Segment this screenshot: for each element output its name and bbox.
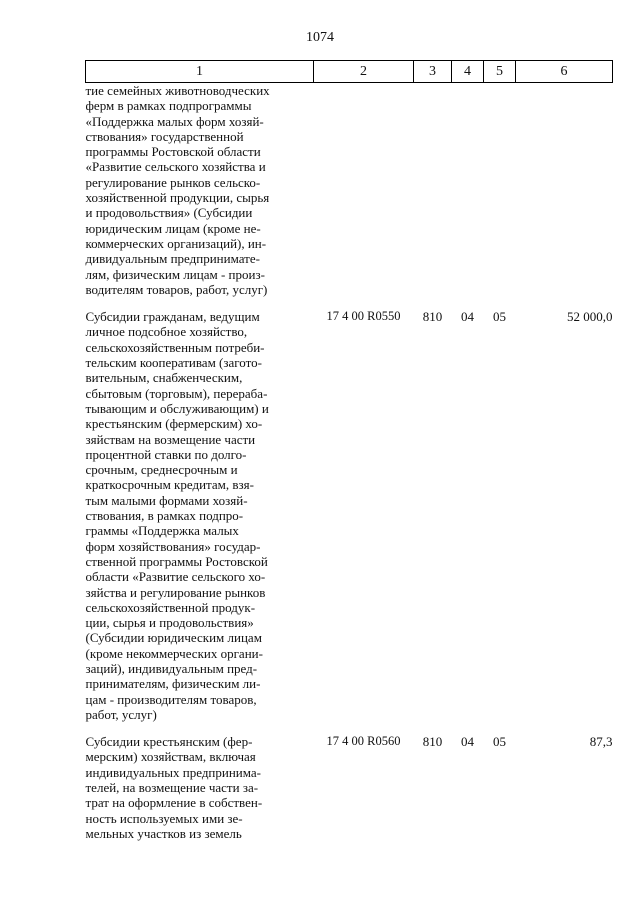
description-line: тывающим и обслуживающим) и	[85, 400, 269, 416]
description-line: ствования» государственной	[85, 128, 244, 144]
table-row	[86, 309, 613, 734]
header-col-4: 4	[452, 61, 484, 83]
description-line: цам - производителям товаров,	[85, 691, 257, 707]
row-col3: 810	[422, 734, 443, 750]
row-code: 17 4 00 R0560	[326, 734, 401, 749]
row-description	[86, 83, 314, 310]
description-line: «Поддержка малых форм хозяй-	[85, 113, 264, 129]
description-line: сбытовым (торговым), перераба-	[85, 385, 268, 401]
page-number: 1074	[306, 30, 334, 45]
description-line: регулирование рынков сельско-	[85, 174, 261, 190]
description-line: принимателям, физическим ли-	[85, 676, 261, 692]
description-line: ферм в рамках подпрограммы	[85, 98, 252, 114]
row-col4: 04	[461, 734, 474, 750]
description-line: дивидуальным предпринимате-	[85, 251, 260, 267]
description-line: тым малыми формами хозяй-	[85, 492, 248, 508]
row-col4: 04	[461, 309, 474, 325]
description-line: индивидуальных предпринима-	[85, 764, 261, 780]
description-line: граммы «Поддержка малых	[85, 523, 239, 539]
description-line: ственной программы Ростовской	[85, 553, 268, 569]
description-line: ции, сырья и продовольствия»	[85, 615, 254, 631]
description-line: Субсидии гражданам, ведущим	[85, 309, 260, 325]
header-col-3: 3	[414, 61, 452, 83]
description-line: краткосрочным кредитам, взя-	[85, 477, 254, 493]
description-line: работ, услуг)	[85, 706, 157, 722]
description-line: юридическим лицам (кроме не-	[85, 220, 261, 236]
description-line: (кроме некоммерческих органи-	[85, 645, 263, 661]
description-line: водителям товаров, работ, услуг)	[85, 281, 268, 297]
header-row	[86, 61, 613, 83]
table-row	[86, 83, 613, 310]
description-line: заций), индивидуальным пред-	[85, 660, 258, 676]
header-col-6: 6	[516, 61, 613, 83]
description-line: области «Развитие сельского хо-	[85, 569, 266, 585]
description-line: «Развитие сельского хозяйства и	[85, 159, 266, 175]
row-col3: 810	[422, 309, 443, 325]
description-line: и продовольствия» (Субсидии	[85, 205, 253, 221]
description-line: личное подсобное хозяйство,	[85, 324, 248, 340]
row-col3	[414, 83, 452, 310]
description-line: сельскохозяйственным потреби-	[85, 339, 265, 355]
header-col-2: 2	[314, 61, 414, 83]
table-row	[86, 734, 613, 841]
description-line: программы Ростовской области	[85, 144, 261, 160]
row-amount: 87,3	[589, 734, 613, 750]
description-line: хозяйственной продукции, сырья	[85, 190, 270, 206]
row-amount	[516, 83, 613, 310]
description-line: телей, на возмещение части за-	[85, 780, 259, 796]
description-line: вительным, снабженческим,	[85, 370, 243, 386]
description-line: Субсидии крестьянским (фер-	[85, 734, 253, 750]
row-description	[86, 309, 314, 734]
description-line: трат на оформление в собствен-	[85, 795, 263, 811]
description-line: срочным, среднесрочным и	[85, 462, 238, 478]
row-amount: 52 000,0	[567, 309, 613, 325]
row-col5: 05	[493, 734, 506, 750]
description-line: процентной ставки по долго-	[85, 446, 247, 462]
description-line: зяйствам на возмещение части	[85, 431, 256, 447]
description-line: мельных участков из земель	[85, 825, 242, 841]
description-line: сельскохозяйственной продук-	[85, 599, 256, 615]
description-line: зяйства и регулирование рынков	[85, 584, 266, 600]
description-line: крестьянским (фермерским) хо-	[85, 416, 263, 432]
budget-table	[85, 60, 613, 841]
description-line: ность используемых ими зе-	[85, 810, 243, 826]
row-col5: 05	[493, 309, 506, 325]
header-col-1: 1	[86, 61, 314, 83]
row-description	[86, 734, 314, 841]
row-col5	[484, 83, 516, 310]
description-line: лям, физическим лицам - произ-	[85, 266, 265, 282]
description-line: ствования, в рамках подпро-	[85, 508, 244, 524]
description-line: мерским) хозяйствам, включая	[85, 749, 256, 765]
description-line: тельским кооперативам (загото-	[85, 355, 262, 371]
header-col-5: 5	[484, 61, 516, 83]
row-code	[314, 83, 414, 310]
description-line: коммерческих организаций), ин-	[85, 235, 267, 251]
row-code: 17 4 00 R0550	[326, 309, 401, 324]
row-col4	[452, 83, 484, 310]
description-line: тие семейных животноводческих	[85, 83, 270, 98]
description-line: (Субсидии юридическим лицам	[85, 630, 262, 646]
description-line: форм хозяйствования» государ-	[85, 538, 261, 554]
